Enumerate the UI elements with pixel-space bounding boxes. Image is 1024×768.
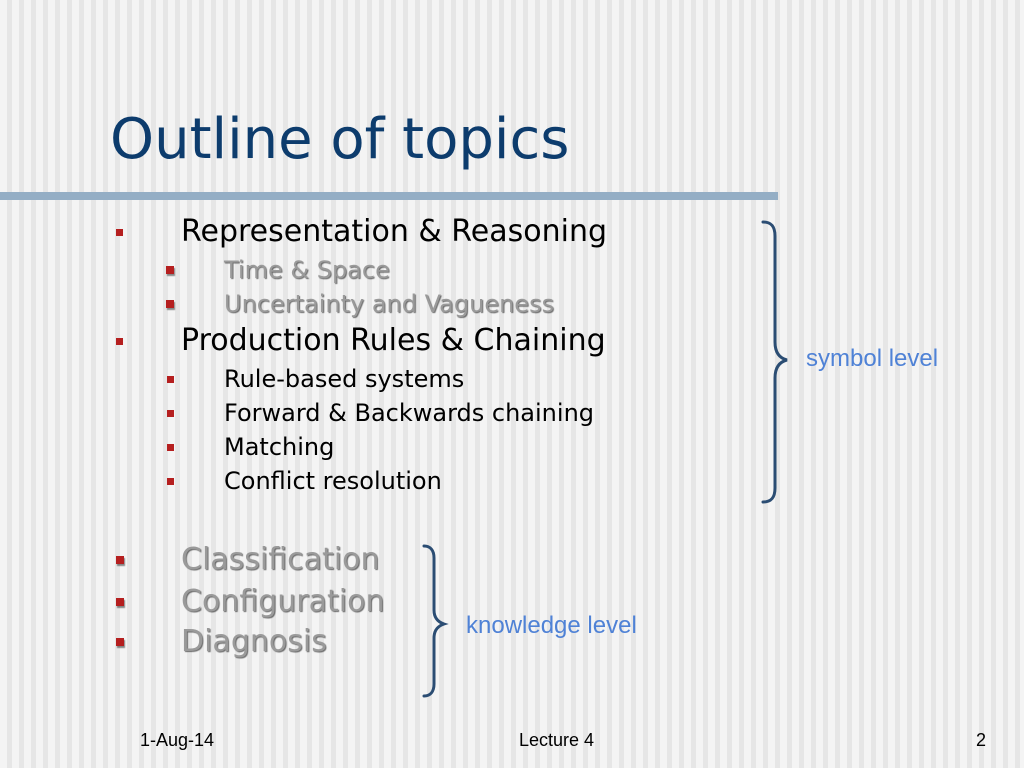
outline-item-diagnosis: Diagnosis (181, 624, 327, 659)
square-bullet-icon (166, 266, 174, 274)
square-bullet-icon (167, 444, 174, 451)
outline-subitem-conflict-resolution: Conflict resolution (224, 467, 442, 495)
title-divider (0, 192, 778, 200)
outline-item-classification: Classification (181, 542, 380, 577)
outline-subitem-chaining: Forward & Backwards chaining (224, 399, 595, 427)
footer-date: 1-Aug-14 (140, 730, 215, 750)
outline-subitem-time-space: Time & Space (224, 256, 390, 284)
outline-subitem-matching: Matching (224, 433, 335, 461)
square-bullet-icon (116, 638, 124, 646)
knowledge-level-label: knowledge level (466, 612, 637, 639)
square-bullet-icon (167, 410, 174, 417)
square-bullet-icon (167, 478, 174, 485)
square-bullet-icon (116, 598, 124, 606)
symbol-level-label: symbol level (806, 345, 939, 372)
slide-title: Outline of topics (110, 107, 570, 172)
footer-lecture: Lecture 4 (519, 730, 595, 750)
square-bullet-icon (116, 338, 123, 345)
outline-subitem-rule-based: Rule-based systems (224, 365, 465, 393)
outline-item-configuration: Configuration (181, 584, 385, 619)
slide-number: 2 (976, 730, 987, 750)
right-curly-brace-icon (418, 540, 458, 702)
outline-item-production-rules: Production Rules & Chaining (181, 323, 606, 358)
square-bullet-icon (116, 229, 123, 236)
outline-item-representation: Representation & Reasoning (181, 214, 608, 249)
square-bullet-icon (166, 300, 174, 308)
outline-subitem-uncertainty: Uncertainty and Vagueness (224, 290, 555, 318)
right-curly-brace-icon (755, 218, 795, 510)
square-bullet-icon (116, 556, 124, 564)
square-bullet-icon (167, 376, 174, 383)
